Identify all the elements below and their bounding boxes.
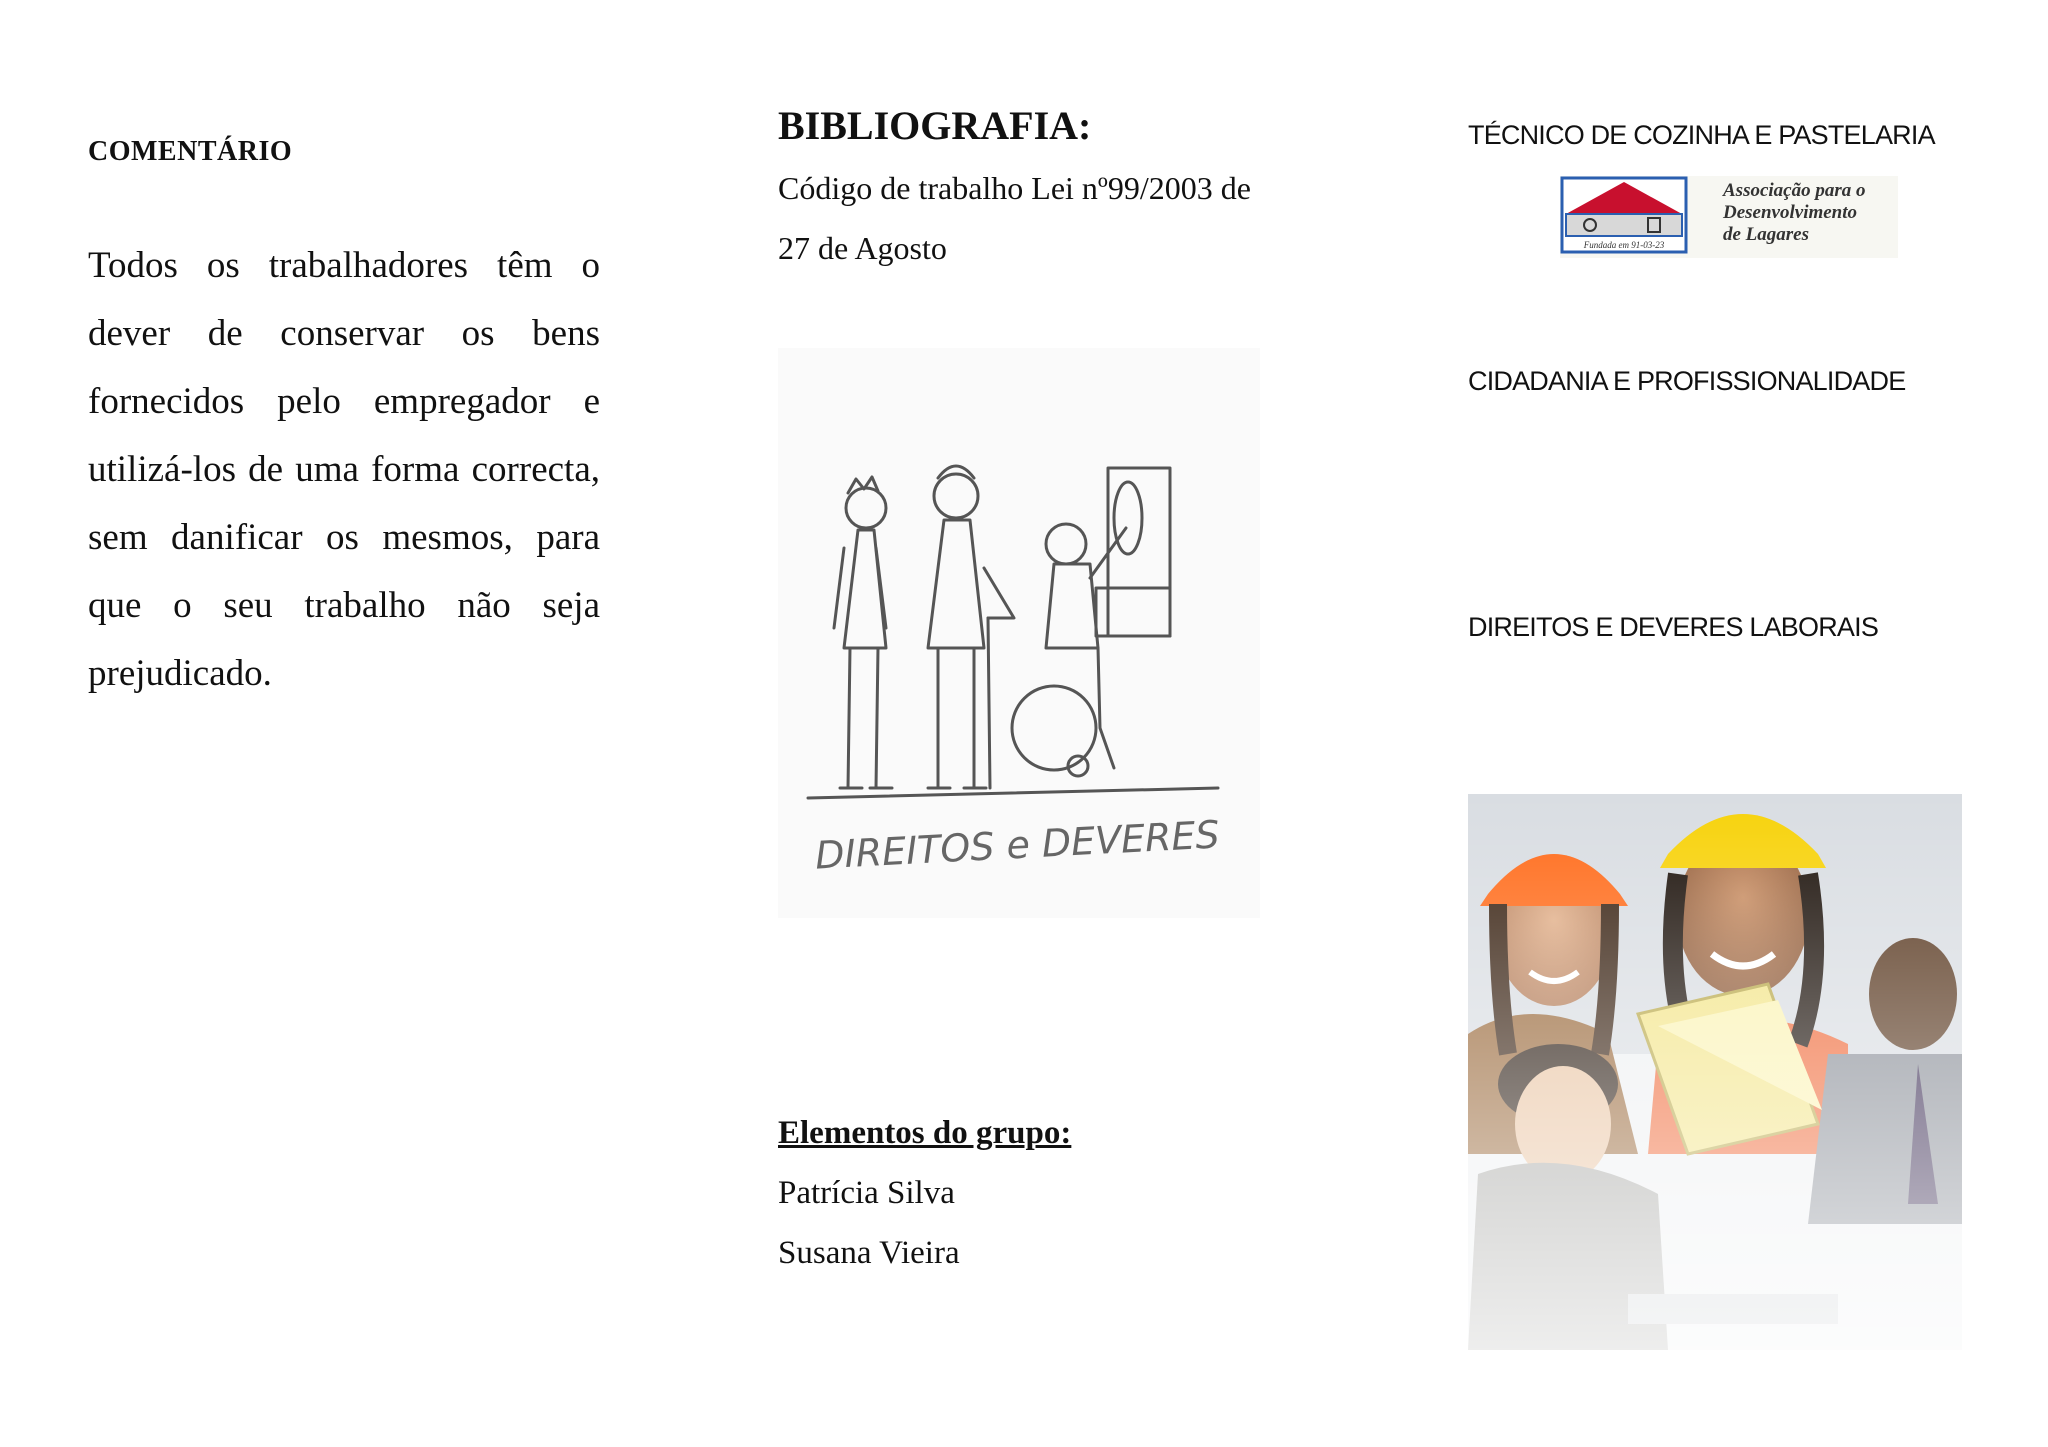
logo-text-line: Associação para o	[1723, 180, 1866, 201]
logo-founded: Fundada em 91-03-23	[1583, 240, 1665, 250]
group-member: Patrícia Silva	[778, 1175, 955, 1211]
comment-title: COMENTÁRIO	[88, 136, 293, 167]
group-member: Susana Vieira	[778, 1235, 960, 1271]
bibliography-line: Código de trabalho Lei nº99/2003 de	[778, 170, 1251, 206]
group-title: Elementos do grupo:	[778, 1115, 1072, 1151]
cartoon-caption: DIREITOS e DEVERES	[814, 812, 1221, 878]
logo-text-line: de Lagares	[1723, 224, 1810, 245]
bibliography-line: 27 de Agosto	[778, 230, 947, 266]
rights-duties-cartoon	[778, 348, 1260, 918]
bibliography-title: BIBLIOGRAFIA:	[778, 103, 1092, 148]
logo-text-line: Desenvolvimento	[1723, 202, 1858, 223]
course-heading: TÉCNICO DE COZINHA E PASTELARIA	[1468, 120, 1935, 150]
topic-heading: DIREITOS E DEVERES LABORAIS	[1468, 612, 1879, 642]
subject-heading: CIDADANIA E PROFISSIONALIDADE	[1468, 366, 1906, 396]
comment-body: Todos os trabalhadores têm o dever de conservar os bens fornecidos pelo empregador e utilizá-los de uma forma correcta, sem danificar os mesmos, para que o seu trabalho não seja prejudicado.	[88, 245, 600, 694]
workers-photo	[1468, 794, 1962, 1350]
association-logo	[1560, 176, 1898, 258]
